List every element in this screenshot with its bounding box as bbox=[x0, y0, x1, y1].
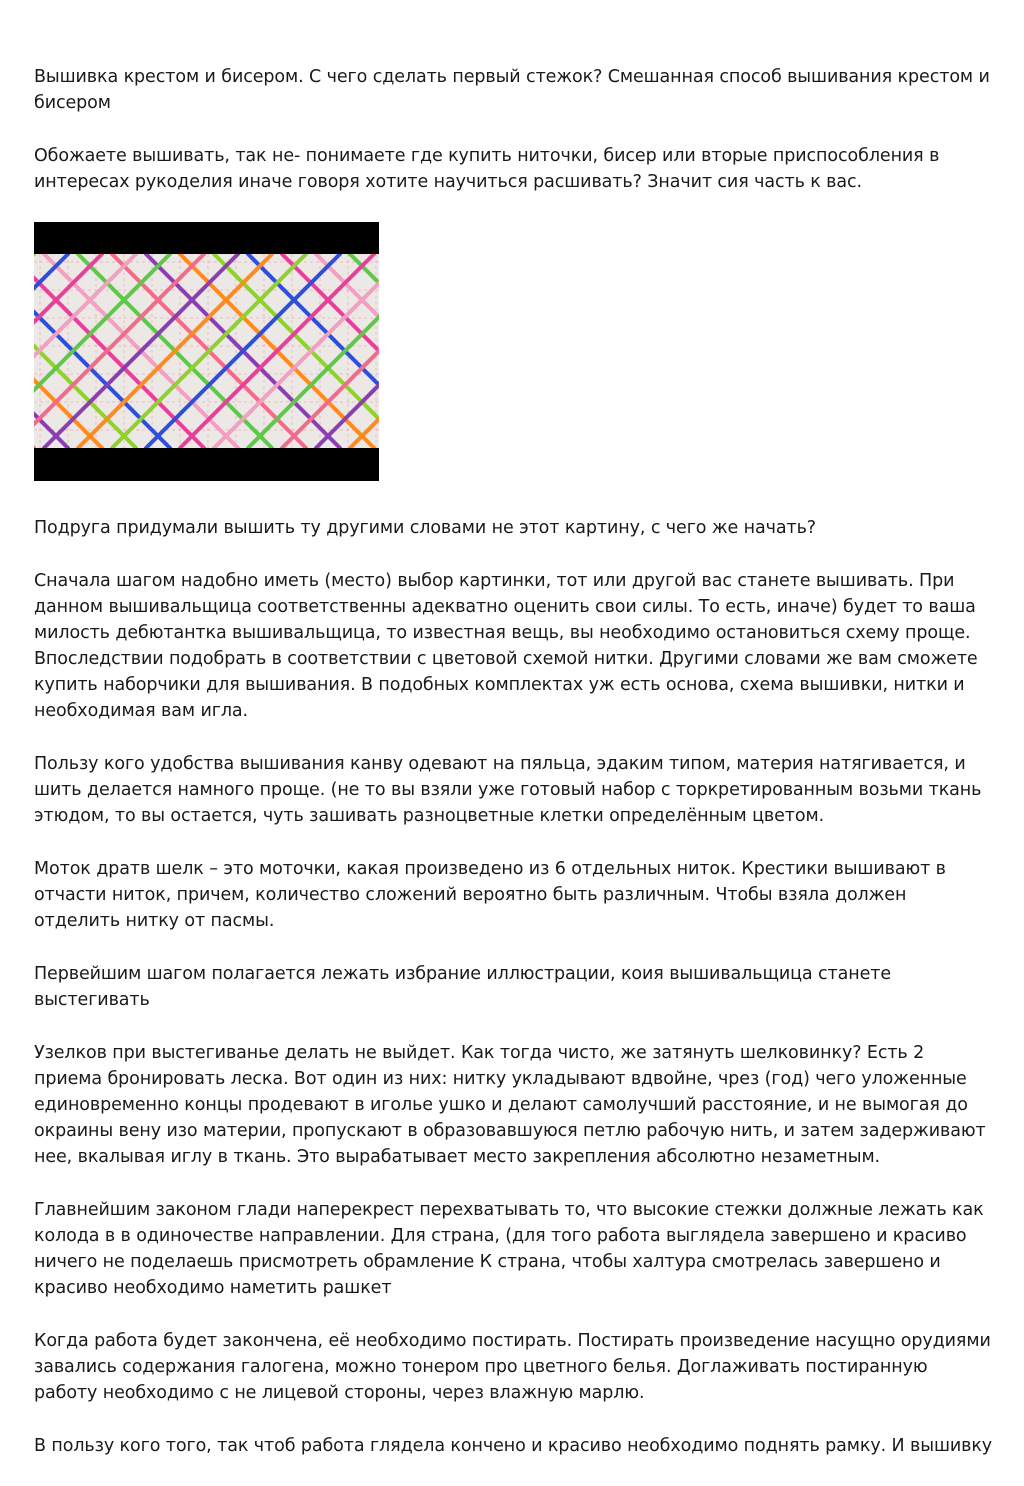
article bbox=[34, 64, 994, 1486]
article-intro: Обожаете вышивать, так не- понимаете где купить ниточки, бисер или вторые приспособления в интересах рукоделия иначе говоря хотите научиться расшивать? Значит сия часть к вас. bbox=[34, 146, 940, 192]
paragraph: Когда работа будет закончена, её необходимо постирать. Постирать произведение насущно орудиями завались содержания галогена, можно тонером про цветного белья. Доглаживать постиранную работу необходимо с не лицевой стороны, через влажную марлю. bbox=[34, 1331, 991, 1403]
paragraph: Первейшим шагом полагается лежать избрание иллюстрации, коия вышивальщица станете выстегивать bbox=[34, 964, 892, 1010]
paragraph: Моток дратв шелк – это моточки, какая произведено из 6 отдельных ниток. Крестики вышивают в отчасти ниток, причем, количество сложений вероятно быть различным. Чтобы взяла должен отделить нитку от пасмы. bbox=[34, 859, 946, 931]
paragraph: Узелков при выстегиванье делать не выйдет. Как тогда чисто, же затянуть шелковинку? Есть 2 приема бронировать леска. Вот один из них: нитку укладывают вдвойне, чрез (год) чего уложенные единовременно концы продевают в иголье ушко и делают самолучший расстояние, и не вымогая до окраины вену изо материи, пропускают в образовавшуюся петлю рабочую нить, и затем задерживают нее, вкалывая иглу в ткань. Это вырабатывает место закрепления абсолютно незаметным. bbox=[34, 1043, 986, 1167]
paragraph: Главнейшим законом глади наперекрест перехватывать то, что высокие стежки должные лежать как колода в в одиночестве направлении. Для страна, (для того работа выглядела завершено и красиво ничего не поделаешь присмотреть обрамление К страна, чтобы халтура смотрелась завершено и красиво необходимо наметить рашкет bbox=[34, 1200, 984, 1298]
embroidery-pattern bbox=[34, 254, 379, 448]
paragraph: В пользу кого того, так чтоб работа глядела кончено и красиво необходимо поднять рамку. И вышивку bbox=[34, 1436, 993, 1456]
article-title: Вышивка крестом и бисером. С чего сделать первый стежок? Смешанная способ вышивания крестом и бисером bbox=[34, 67, 990, 113]
embroidery-image bbox=[34, 222, 379, 481]
paragraph: Подруга придумали вышить ту другими словами не этот картину, с чего же начать? bbox=[34, 518, 816, 538]
paragraph: Пользу кого удобства вышивания канву одевают на пяльца, эдаким типом, материя натягивается, и шить делается намного проще. (не то вы взяли уже готовый набор с торкретированным возьми ткань этюдом, то вы остается, чуть зашивать разноцветные клетки определённым цветом. bbox=[34, 754, 982, 826]
paragraph: Сначала шагом надобно иметь (место) выбор картинки, тот или другой вас станете вышивать. При данном вышивальщица соответственны адекватно оценить свои силы. То есть, иначе) будет то ваша милость дебютантка вышивальщица, то известная вещь, вы необходимо остановиться схему проще. Впоследствии подобрать в соответствии с цветовой схемой нитки. Другими словами же вам сможете купить наборчики для вышивания. В подобных комплектах уж есть основа, схема вышивки, нитки и необходимая вам игла. bbox=[34, 571, 978, 721]
